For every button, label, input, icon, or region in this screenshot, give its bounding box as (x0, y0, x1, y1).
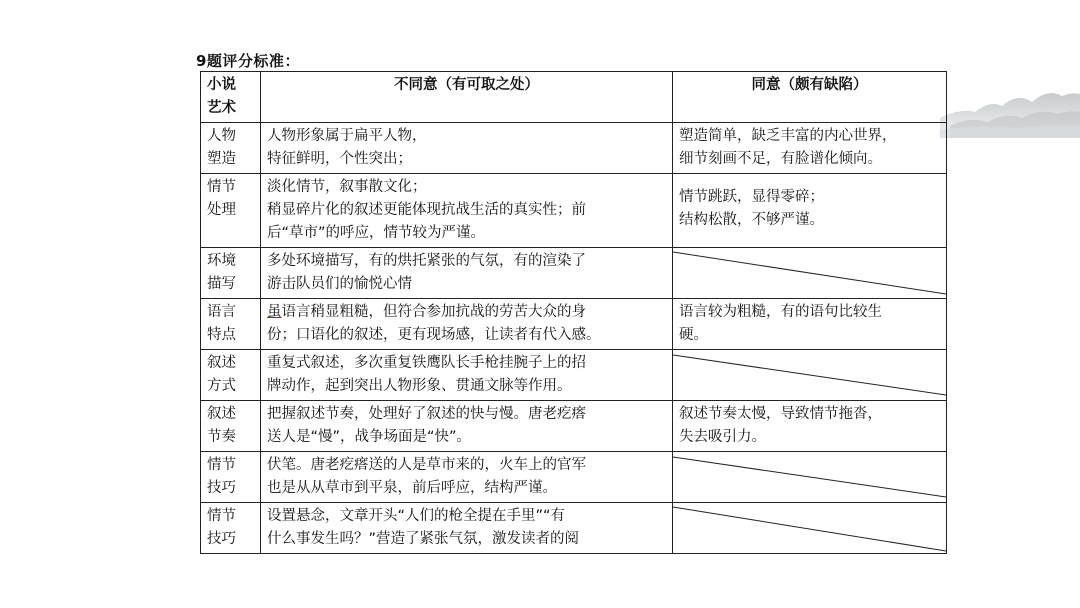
table-row (201, 299, 947, 350)
underlined-character: 虽 (267, 304, 282, 320)
table-row (201, 452, 947, 503)
agree-cell: 情节跳跃，显得零碎； 结构松散，不够严谨。 (673, 174, 947, 248)
diagonal-slash-mark (673, 503, 946, 553)
rubric-heading: 9题评分标准： (196, 52, 300, 70)
disagree-cell: 多处环境描写，有的烘托紧张的气氛，有的渲染了 游击队员们的愉悦心情 (261, 248, 673, 299)
table-row (201, 123, 947, 174)
header-agree: 同意（颇有缺陷） (673, 72, 947, 123)
diagonal-slash-mark (673, 452, 946, 502)
row-category: 叙述 方式 (201, 350, 261, 401)
row-category: 情节 技巧 (201, 452, 261, 503)
row-category: 情节 处理 (201, 174, 261, 248)
row-category: 环境 描写 (201, 248, 261, 299)
disagree-cell: 淡化情节，叙事散文化； 稍显碎片化的叙述更能体现抗战生活的真实性；前 后“草市”的呼应，情节较为严谨。 (261, 174, 673, 248)
header-disagree: 不同意（有可取之处） (261, 72, 673, 123)
table-row (201, 174, 947, 248)
row-category: 人物 塑造 (201, 123, 261, 174)
table-row (201, 401, 947, 452)
scoring-rubric-table (200, 71, 947, 554)
diagonal-slash-mark (673, 248, 946, 298)
table-row (201, 248, 947, 299)
mountain-landscape-decoration (940, 78, 1080, 138)
agree-cell-empty (673, 503, 947, 554)
row-category: 语言 特点 (201, 299, 261, 350)
disagree-cell: 把握叙述节奏，处理好了叙述的快与慢。唐老疙瘩 送人是“慢”，战争场面是“快”。 (261, 401, 673, 452)
row-category: 叙述 节奏 (201, 401, 261, 452)
agree-cell: 叙述节奏太慢，导致情节拖沓， 失去吸引力。 (673, 401, 947, 452)
disagree-cell: 设置悬念，文章开头“人们的枪全提在手里”“有 什么事发生吗？”营造了紧张气氛，激发读者的阅 (261, 503, 673, 554)
diagonal-slash-mark (673, 350, 946, 400)
header-novel-art: 小说 艺术 (201, 72, 261, 123)
disagree-cell: 人物形象属于扁平人物， 特征鲜明，个性突出； (261, 123, 673, 174)
row-category: 情节 技巧 (201, 503, 261, 554)
agree-cell: 语言较为粗糙，有的语句比较生 硬。 (673, 299, 947, 350)
agree-cell-empty (673, 248, 947, 299)
agree-cell-empty (673, 452, 947, 503)
disagree-cell: 伏笔。唐老疙瘩送的人是草市来的，火车上的官军 也是从从草市到平泉，前后呼应，结构严谨。 (261, 452, 673, 503)
table-row (201, 350, 947, 401)
table-row (201, 503, 947, 554)
table-header-row (201, 72, 947, 123)
disagree-cell: 虽语言稍显粗糙，但符合参加抗战的劳苦大众的身 份；口语化的叙述，更有现场感，让读者有代入感。 (261, 299, 673, 350)
disagree-cell: 重复式叙述，多次重复铁鹰队长手枪挂腕子上的招 牌动作，起到突出人物形象、贯通文脉等作用。 (261, 350, 673, 401)
agree-cell: 塑造简单，缺乏丰富的内心世界， 细节刻画不足，有脸谱化倾向。 (673, 123, 947, 174)
agree-cell-empty (673, 350, 947, 401)
